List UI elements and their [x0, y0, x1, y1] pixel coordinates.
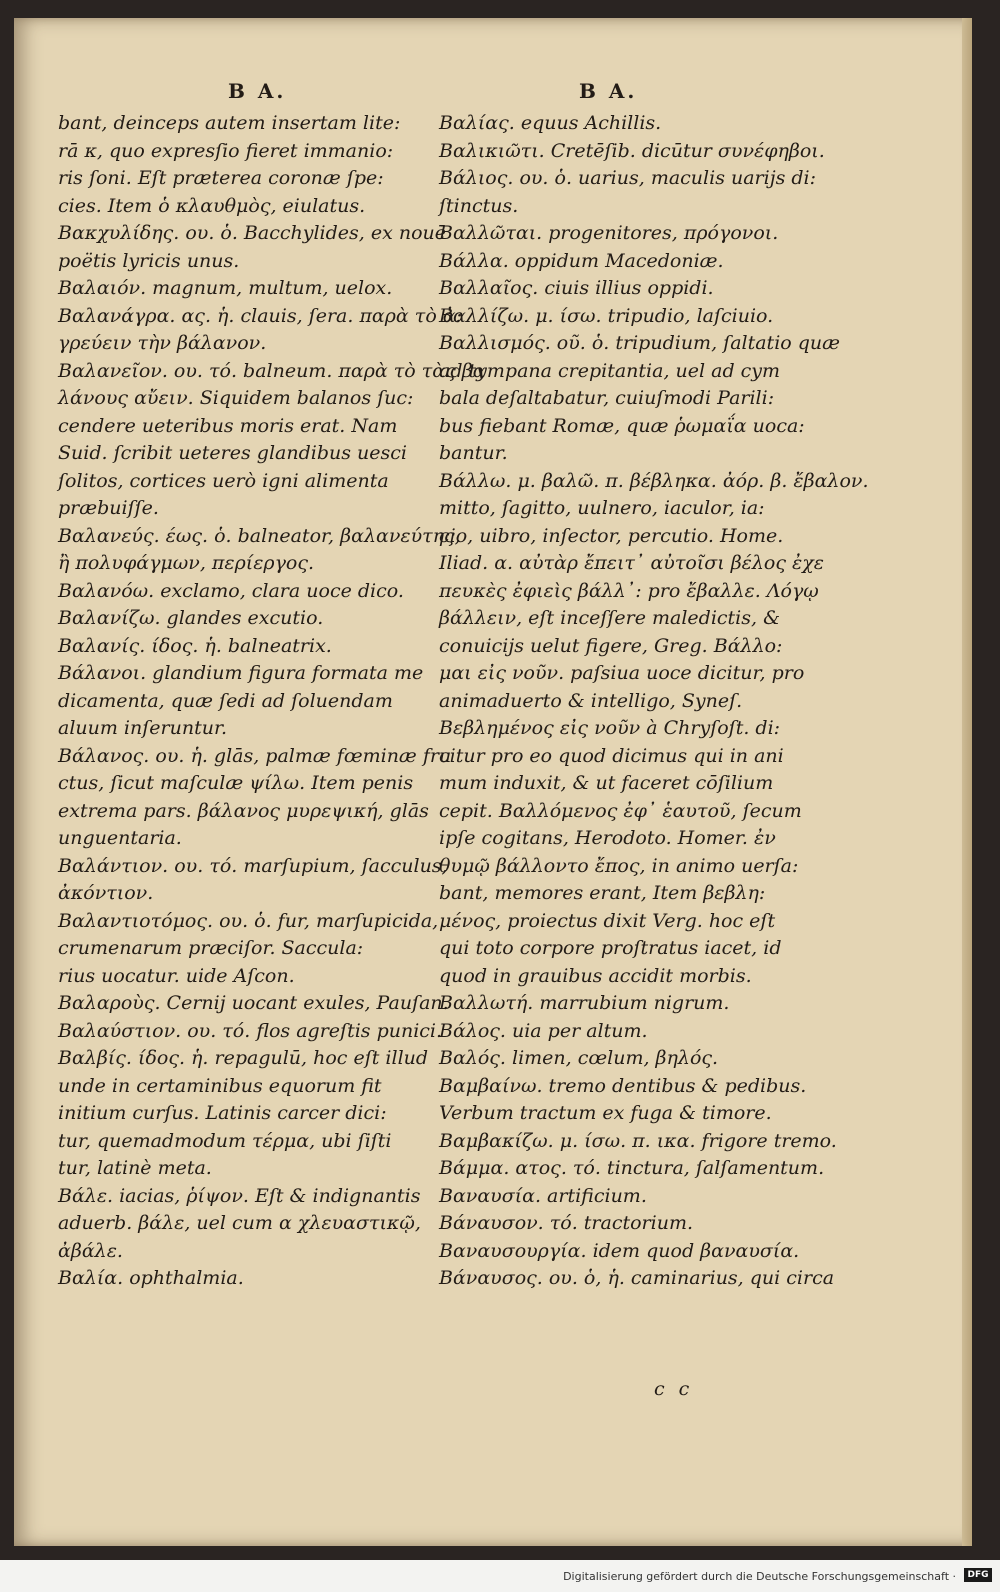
- entry-line: Suid. ſcribit ueteres glandibus uesci: [58, 442, 407, 464]
- entry-line: cendere ueteribus moris erat. Nam: [58, 414, 398, 437]
- entry-line: Βάλλω. μ. βαλῶ. π. βέβληκα. ἀόρ. β. ἔβαλον.: [439, 469, 869, 492]
- entry-line: Βαλαντιοτόμος. ου. ὁ. fur, marſupicida,: [58, 909, 439, 932]
- dictionary-entry: [439, 1073, 807, 1128]
- dictionary-entry: [58, 1045, 428, 1183]
- entry-line: πευκὲς ἐφιεὶς βάλλ᾽: pro ἔβαλλε. Λόγῳ: [439, 579, 819, 602]
- dictionary-entry: [58, 220, 447, 275]
- entry-line: θυμῷ βάλλοντο ἔπος, in animo uerſa:: [439, 854, 799, 877]
- entry-line: ris ſoni. Eſt præterea coronæ ſpe:: [58, 167, 384, 189]
- entry-line: Verbum tractum ex fuga & timore.: [439, 1102, 772, 1124]
- dictionary-entry: [439, 1238, 799, 1266]
- dictionary-entry: [439, 138, 825, 166]
- dictionary-entry: [439, 1210, 799, 1238]
- entry-line: Βάναυσος. ου. ὁ, ἡ. caminarius, qui circa: [439, 1267, 835, 1289]
- entry-line: cepit. Βαλλόμενος ἐφ᾽ ἑαυτοῦ, ſecum: [439, 799, 802, 822]
- entry-line: ſtinctus.: [439, 194, 519, 217]
- entry-line: extrema pars. βάλανος μυρεψική, glās: [58, 799, 429, 822]
- dictionary-entry: [58, 1183, 428, 1266]
- entry-line: Βάλανος. ου. ἡ. glās, palmæ fœminæ fru: [58, 744, 452, 767]
- dictionary-entry: [439, 1018, 799, 1046]
- entry-line: ad tympana crepitantia, uel ad cym: [439, 359, 781, 382]
- dictionary-entry: [58, 1265, 428, 1293]
- entry-line: βάλλειν, eſt inceſſere maledictis, &: [439, 607, 780, 629]
- book-page: [14, 18, 972, 1546]
- entry-line: animaduerto & intelligo, Syneſ.: [439, 689, 743, 712]
- entry-line: ſolitos, cortices uerò igni alimenta: [58, 469, 389, 492]
- dictionary-entry: [439, 468, 869, 991]
- entry-line: ἀβάλε.: [58, 1239, 123, 1262]
- entry-line: Βαλβίς. ίδος. ἡ. repagulū, hoc eſt illud: [58, 1047, 429, 1069]
- entry-line: μαι εἰς νοῦν. paſsiua uoce dicitur, pro: [439, 662, 805, 684]
- entry-line: initium curſus. Latinis carcer dici:: [58, 1102, 387, 1124]
- entry-line: dicamenta, quæ ſedi ad ſoluendam: [58, 689, 393, 712]
- entry-line: Βαλικιῶτι. Cretēſib. dicūtur συνέφηβοι.: [439, 139, 825, 162]
- entry-line: Βαναυσία. artificium.: [439, 1184, 647, 1207]
- entry-line: Βαλλισμός. οῦ. ὁ. tripudium, ſaltatio quæ: [439, 332, 841, 354]
- entry-line: bant, memores erant, Item βεβλη:: [439, 882, 766, 904]
- running-head-right: B A.: [579, 79, 638, 103]
- entry-line: Βαλλαῖος. ciuis illius oppidi.: [439, 277, 714, 299]
- entry-line: mitto, ſagitto, uulnero, iaculor, ia:: [439, 497, 765, 519]
- right-entries: [439, 110, 869, 1293]
- dictionary-entry: [439, 248, 799, 276]
- entry-line: mum induxit, & ut faceret cōſilium: [439, 772, 774, 794]
- dictionary-entry: [58, 908, 439, 991]
- entry-line: Βαλλῶται. progenitores, πρόγονοι.: [439, 222, 779, 244]
- entry-line: Βάλε. iacias, ῥίψον. Eſt & indignantis: [58, 1184, 421, 1207]
- entry-line: Βεβλημένος εἰς νοῦν à Chryſoſt. di:: [439, 717, 781, 739]
- entry-line: ἢ πολυφάγμων, περίεργος.: [58, 552, 315, 574]
- entry-line: Βάλανοι. glandium figura formata me: [58, 662, 424, 684]
- entry-line: poëtis lyricis unus.: [58, 249, 240, 272]
- entry-line: crumenarum præciſor. Sacculа:: [58, 937, 364, 959]
- dfg-logo: DFG: [964, 1568, 992, 1582]
- entry-line: rius uocatur. uide Aſcon.: [58, 964, 295, 987]
- entry-line: Iliad. α. αὐτὰρ ἔπειτ᾽ αὐτοῖσι βέλος ἐχε: [439, 552, 824, 574]
- dictionary-entry: [58, 303, 463, 358]
- entry-line: bantur.: [439, 442, 508, 464]
- entry-line: Βαλλωτή. marrubium nigrum.: [439, 992, 730, 1014]
- entry-line: Βαλανίς. ίδος. ἡ. balneatrix.: [58, 634, 332, 657]
- entry-line: unguentaria.: [58, 827, 182, 849]
- entry-line: bus fiebant Romæ, quæ ῥωμαΐα uoca:: [439, 414, 805, 437]
- dictionary-entry: [439, 220, 799, 248]
- entry-line: Βαλανίζω. glandes excutio.: [58, 607, 324, 629]
- dictionary-entry: [58, 660, 428, 743]
- entry-line: Βαλανεύς. έως. ὁ. balneator, βαλανεύτης,: [58, 524, 461, 547]
- entry-line: Βαλανόω. exclamo, clara uoce dico.: [58, 579, 404, 602]
- entry-line: cio, uibro, inſector, percutio. Home.: [439, 524, 784, 547]
- entry-line: ἀκόντιον.: [58, 882, 154, 904]
- dictionary-entry: [439, 1265, 835, 1293]
- dictionary-entry: [439, 1045, 799, 1073]
- entry-line: Βαλανεῖον. ου. τό. balneum. παρὰ τὸ τὰς βα: [58, 359, 486, 382]
- catchword: c c: [654, 1378, 694, 1400]
- dictionary-entry: [58, 578, 428, 606]
- dictionary-entry: [439, 165, 817, 220]
- entry-line: Βαλλίζω. μ. ίσω. tripudio, laſciuio.: [439, 304, 774, 327]
- dictionary-entry: [58, 743, 452, 853]
- dictionary-entry: [58, 853, 448, 908]
- entry-line: Βάλλα. oppidum Macedoniæ.: [439, 249, 724, 272]
- dictionary-entry: [439, 275, 799, 303]
- dictionary-entry: [58, 110, 428, 220]
- entry-line: ipſe cogitans, Herodoto. Homer. ἐν: [439, 827, 776, 849]
- entry-line: rā κ, quo expresſio fieret immanio:: [58, 139, 394, 162]
- entry-line: conuicijs uelut figere, Greg. Βάλλο:: [439, 634, 783, 657]
- entry-line: unde in certaminibus equorum fit: [58, 1074, 382, 1097]
- dictionary-entry: [58, 1018, 443, 1046]
- entry-line: Βαναυσουργία. idem quod βαναυσία.: [439, 1239, 800, 1262]
- dictionary-entry: [439, 1183, 799, 1211]
- entry-line: Βάναυσον. τό. tractorium.: [439, 1212, 694, 1234]
- entry-line: ctus, ſicut maſculæ ψίλω. Item penis: [58, 772, 414, 794]
- entry-line: Βάμμα. ατος. τό. tinctura, ſalſamentum.: [439, 1157, 825, 1179]
- dictionary-entry: [439, 330, 841, 468]
- entry-line: Βάλος. uia per altum.: [439, 1019, 648, 1042]
- entry-line: Βαλανάγρα. ας. ἡ. clauis, ſera. παρὰ τὸ ἀ:: [58, 304, 463, 327]
- entry-line: Βαλάντιον. ου. τό. marſupium, ſacculus,: [58, 854, 448, 877]
- dictionary-entry: [58, 990, 449, 1018]
- entry-line: tur, latinè meta.: [58, 1157, 212, 1179]
- dictionary-entry: [439, 303, 799, 331]
- entry-line: qui toto corpore proſtratus iacet, id: [439, 937, 782, 959]
- dictionary-entry: [439, 1128, 837, 1156]
- page-edge: [962, 18, 972, 1546]
- entry-line: Βαλός. limen, cœlum, βηλός.: [439, 1047, 719, 1069]
- entry-line: Βαλαροὺς. Cernij uocant exules, Pauſan.: [58, 992, 449, 1014]
- entry-line: Βαλία. ophthalmia.: [58, 1267, 244, 1289]
- digitization-footer: [0, 1562, 1000, 1592]
- entry-line: Βαμβαίνω. tremo dentibus & pedibus.: [439, 1074, 807, 1097]
- dictionary-entry: [439, 990, 799, 1018]
- entry-line: quod in grauibus accidit morbis.: [439, 964, 752, 987]
- entry-line: aduerb. βάλε, uel cum α χλευαστικῷ,: [58, 1212, 421, 1234]
- dictionary-entry: [439, 110, 799, 138]
- running-head-left: B A.: [228, 79, 287, 103]
- entry-line: præbuiſſe.: [58, 497, 159, 519]
- entry-line: citur pro eo quod dicimus qui in ani: [439, 744, 784, 767]
- entry-line: Βαμβακίζω. μ. ίσω. π. ικα. frigore tremo.: [439, 1129, 837, 1152]
- entry-line: bant, deinceps autem insertam lite:: [58, 112, 401, 134]
- entry-line: cies. Item ὁ κλαυθμὸς, eiulatus.: [58, 194, 366, 217]
- entry-line: Βάλιος. ου. ὁ. uarius, maculis uarijs di:: [439, 167, 817, 189]
- entry-line: Βακχυλίδης. ου. ὁ. Bacchylides, ex nouē: [58, 222, 447, 244]
- entry-line: λάνους αὔειν. Siquidem balanos ſuc:: [58, 387, 414, 409]
- dictionary-entry: [58, 605, 428, 633]
- entry-line: μένος, proiectus dixit Verg. hoc eſt: [439, 909, 776, 932]
- dictionary-entry: [58, 633, 428, 661]
- dictionary-entry: [58, 523, 461, 578]
- dictionary-entry: [439, 1155, 825, 1183]
- entry-line: γρεύειν τὴν βάλανον.: [58, 332, 267, 354]
- entry-line: aluum inſeruntur.: [58, 717, 227, 739]
- footer-credit: Digitalisierung gefördert durch die Deutsche Forschungsgemeinschaft ·: [563, 1570, 956, 1583]
- dictionary-entry: [58, 275, 428, 303]
- entry-line: tur, quemadmodum τέρμα, ubi ſiſti: [58, 1129, 392, 1152]
- entry-line: bala deſaltabatur, cuiuſmodi Parili:: [439, 387, 775, 409]
- entry-line: Βαλίας. equus Achillis.: [439, 112, 662, 134]
- entry-line: Βαλαιόν. magnum, multum, uelox.: [58, 277, 393, 299]
- entry-line: Βαλαύστιον. ου. τό. flos agreſtis punici.: [58, 1019, 443, 1042]
